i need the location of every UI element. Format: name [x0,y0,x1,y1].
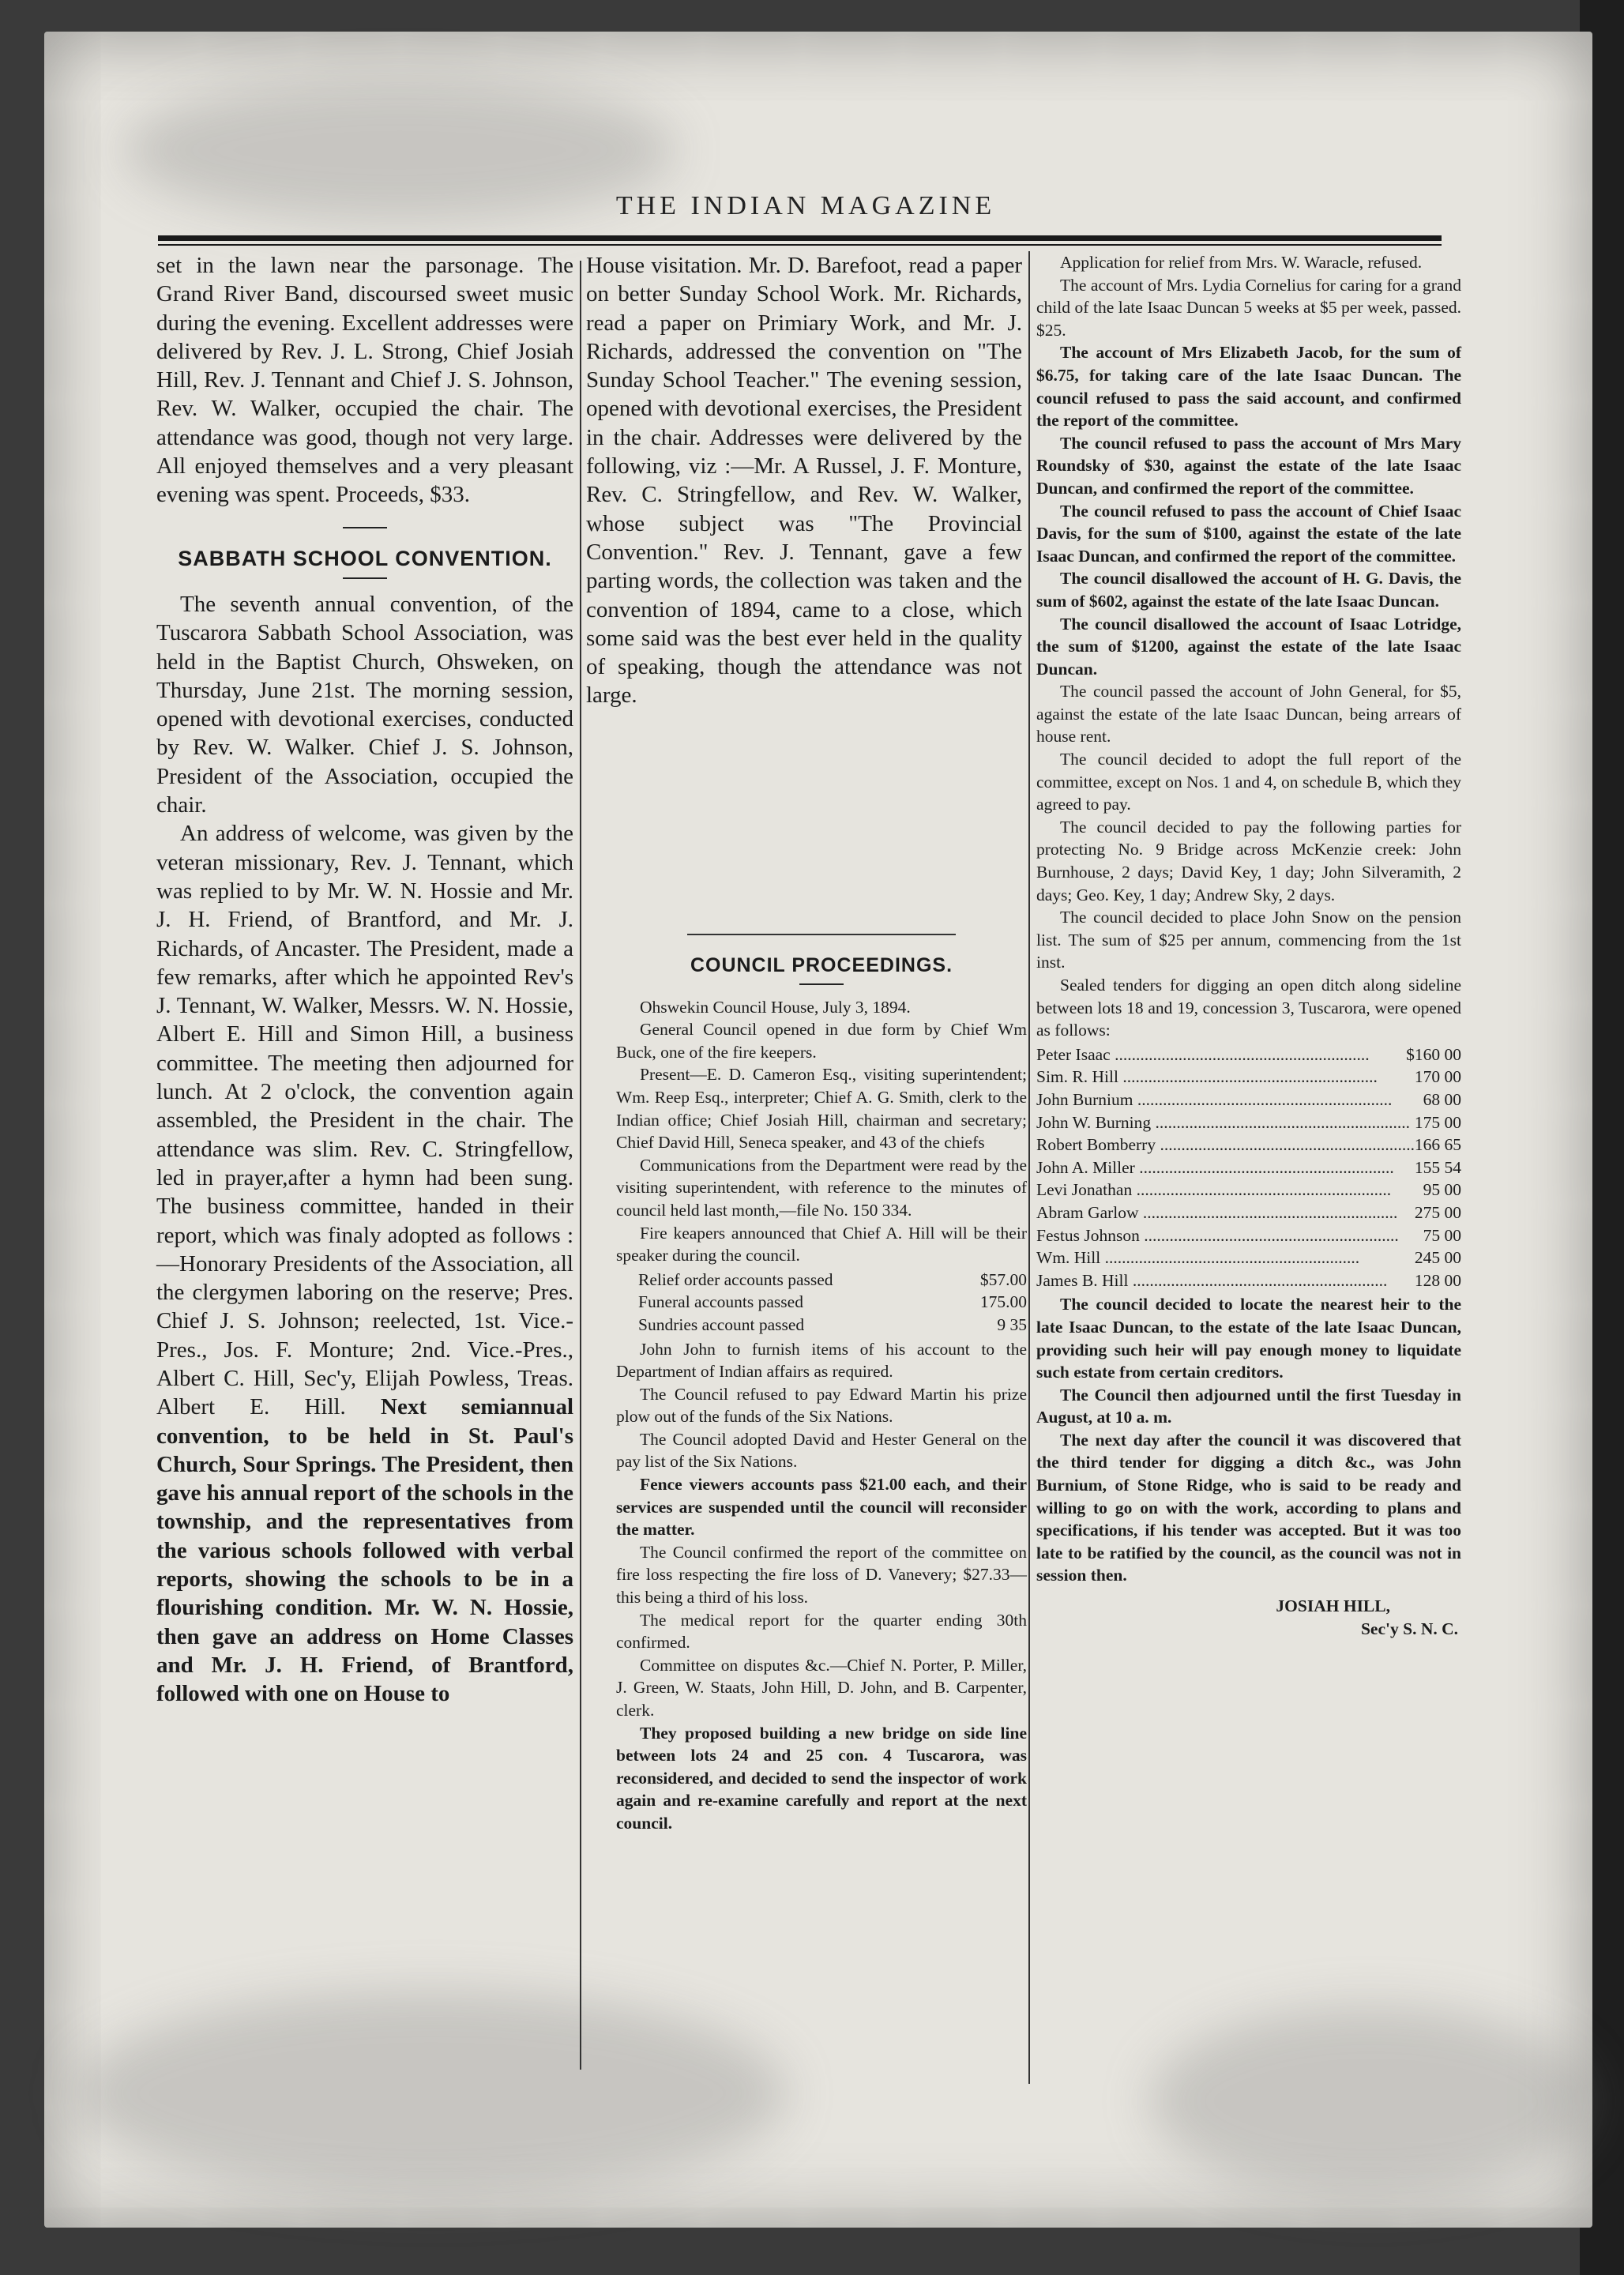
signature-name: JOSIAH HILL, [1276,1596,1390,1616]
paragraph: Fire keapers announced that Chief A. Hill will be their speaker during the council. [616,1223,1027,1265]
section-rule [343,527,387,528]
tender-row: Sim. R. Hill ............................................................ 170 00 [1036,1067,1461,1087]
paragraph: The council passed the account of John General, for $5, against the estate of the late Isaac Duncan, being arrears of house rent. [1036,682,1461,746]
column-divider-1 [580,261,581,2070]
masthead-rule [158,235,1442,241]
section-rule [687,934,956,935]
account-row: Funeral accounts passed 175.00 [638,1292,1027,1312]
tenders-table [1036,1043,1461,1292]
paragraph: Present—E. D. Cameron Esq., visiting superintendent; Wm. Reep Esq., interpreter; Chief A. G. Smith, clerk to the Indian office; Chief Josiah Hill, chairman and secretary; Chief David Hill, Seneca speaker, and 43 of the chiefs [616,1065,1027,1153]
paragraph: Application for relief from Mrs. W. Waracle, refused. [1060,253,1423,272]
section-heading: COUNCIL PROCEEDINGS. [690,954,953,976]
paragraph: The account of Mrs. Lydia Cornelius for caring for a grand child of the late Isaac Duncan 5 weeks at $5 per week, passed. $25. [1036,275,1461,340]
paragraph: The Council confirmed the report of the committee on fire loss respecting the fire loss of D. Vanevery; $27.33—this being a third of his loss. [616,1542,1027,1608]
paragraph: The council decided to place John Snow on the pension list. The sum of $25 per annum, commencing from the 1st inst. [1036,908,1461,972]
paragraph: They proposed building a new bridge on side line between lots 24 and 25 con. 4 Tuscarora, was reconsidered, and decided to send the inspector of work again and re-examine carefully and report at the next council. [616,1723,1027,1833]
tender-row: Peter Isaac ............................................................ $160 00 [1036,1044,1461,1064]
paragraph: The account of Mrs Elizabeth Jacob, for the sum of $6.75, for taking care of the late Isaac Duncan. The council refused to pass the said account, and confirmed the report of the committee. [1036,343,1461,431]
paragraph: The council decided to adopt the full report of the committee, except on Nos. 1 and 4, on schedule B, which they agreed to pay. [1036,750,1461,814]
section-rule [799,983,844,985]
section-heading: SABBATH SCHOOL CONVENTION. [178,546,552,570]
paragraph: The council disallowed the account of Isaac Lotridge, the sum of $1200, against the estate of the late Isaac Duncan. [1036,614,1461,679]
account-row: Sundries account passed 9 35 [638,1314,1027,1334]
paragraph: John John to furnish items of his account to the Department of Indian affairs as required. [616,1339,1027,1382]
tender-row: John W. Burning ............................................................ 175 00 [1036,1112,1461,1132]
paragraph: The next day after the council it was discovered that the third tender for digging a ditch &c., was John Burnium, of Stone Ridge, who is said to be ready and willing to go on with the work, according to plans and specifications, if his tender was accepted. But it was too late to be ratified by the council, as the council was not in session then. [1036,1430,1461,1585]
paragraph: Sealed tenders for digging an open ditch along sideline between lots 18 and 19, concession 3, Tuscarora, were opened as follows: [1036,976,1461,1040]
masthead-title: THE INDIAN MAGAZINE [615,191,996,220]
tender-row: John A. Miller ............................................................ 155 54 [1036,1157,1461,1177]
paragraph: The Council adopted David and Hester General on the pay list of the Six Nations. [616,1429,1027,1472]
paragraph: Committee on disputes &c.—Chief N. Porter, P. Miller, J. Green, W. Staats, John Hill, D. John, and B. Carpenter, clerk. [616,1655,1027,1720]
council-proceedings [616,934,1027,1835]
tender-row: Levi Jonathan ............................................................ 95 00 [1036,1180,1461,1200]
paragraph: Fence viewers accounts pass $21.00 each, and their services are suspended until the council will reconsider the matter. [616,1475,1027,1540]
column-1 [156,251,573,1709]
dateline: Ohswekin Council House, July 3, 1894. [640,997,911,1017]
column-divider-2 [1028,251,1030,2084]
paragraph: House visitation. Mr. D. Barefoot, read a paper on better Sunday School Work. Mr. Richards, read a paper on Primiary Work, and Mr. J. Richards, addressed the convention on "The Sunday School Teacher." The evening session, opened with devotional exercises, the President in the chair. Addresses were delivered by the following, viz :—Mr. A Russel, J. F. Monture, Rev. C. Stringfellow, and Rev. W. Walker, whose subject was "The Provincial Convention." Rev. J. Tennant, gave a few parting words, the collection was taken and the convention of 1894, came to a close, which some said was the best ever held in the quality of speaking, though the attendance was not large. [586,253,1022,709]
paragraph: The council decided to pay the following parties for protecting No. 9 Bridge across McKenzie creek: John Burnhouse, 2 days; David Key, 1 day; John Silveramith, 2 days; Geo. Key, 1 day; Andrew Sky, 2 days. [1036,817,1461,904]
paragraph: The council refused to pass the account of Chief Isaac Davis, for the sum of $100, against the estate of the late Isaac Duncan, and confirmed the report of the committee. [1036,501,1461,566]
paragraph: The council decided to locate the nearest heir to the late Isaac Duncan, to the estate of the late Isaac Duncan, providing such heir will pay enough money to liquidate such estate from certain creditors. [1036,1295,1461,1382]
paragraph: General Council opened in due form by Chief Wm Buck, one of the fire keepers. [616,1020,1027,1062]
signature-title: Sec'y S. N. C. [1360,1619,1458,1638]
paragraph: The council disallowed the account of H. G. Davis, the sum of $602, against the estate of the late Isaac Duncan. [1036,569,1461,611]
paragraph: The medical report for the quarter ending 30th confirmed. [616,1610,1027,1653]
tender-row: James B. Hill ............................................................ 128 00 [1036,1270,1461,1290]
tender-row: Wm. Hill ............................................................ 245 00 [1036,1248,1461,1268]
paragraph: The Council refused to pay Edward Martin his prize plow out of the funds of the Six Nations. [616,1384,1027,1427]
tender-row: Abram Garlow ............................................................ 275 00 [1036,1202,1461,1222]
tender-row: Robert Bomberry ............................................................ 166 65 [1036,1135,1461,1155]
paragraph: The Council then adjourned until the first Tuesday in August, at 10 a. m. [1036,1385,1461,1427]
accounts-table [638,1269,1027,1337]
masthead-rule-thin [158,244,1442,246]
column-3 [1036,251,1461,1640]
paragraph: An address of welcome, was given by the veteran missionary, Rev. J. Tennant, which was replied to by Mr. W. N. Hossie and Mr. J. H. Friend, of Brantford, and Mr. J. Richards, of Ancaster. The President, made a few remarks, after which he appointed Rev's J. Tennant, W. Walker, Messrs. W. N. Hossie, Albert E. Hill and Simon Hill, a business committee. The meeting then adjourned for lunch. At 2 o'clock, the convention again assembled, the President in the chair. The attendance was slim. Rev. C. Stringfellow, led in prayer,after a hymn had been sung. The business committee, handed in their report, which was finaly adopted as follows :—Honorary Presidents of the Association, all the clergymen laboring on the reserve; Pres. Chief J. S. Johnson; reelected, 1st. Vice.-Pres., Jos. F. Monture; 2nd. Vice.-Pres., Albert C. Hill, Sec'y, Elijah Powless, Treas. Albert E. Hill. Next semiannual convention, to be held in St. Paul's Church, Sour Springs. The President, then gave his annual report of the schools in the township, and the representatives from the various schools followed with verbal reports, showing the schools to be in a flourishing condition. Mr. W. N. Hossie, then gave an address on Home Classes and Mr. J. H. Friend, of Brantford, followed with one on House to [156,821,573,1707]
paragraph: set in the lawn near the parsonage. The Grand River Band, discoursed sweet music during the evening. Excellent addresses were delivered by Rev. J. L. Strong, Chief Josiah Hill, Rev. J. Tennant and Chief J. S. Johnson, Rev. W. Walker, occupied the chair. The attendance was good, though not very large. All enjoyed themselves and a very pleasant evening was spent. Proceeds, $33. [156,253,573,508]
paragraph: Communications from the Department were read by the visiting superintendent, with reference to the minutes of council held last month,—file No. 150 334. [616,1155,1027,1220]
paragraph: The council refused to pass the account of Mrs Mary Roundsky of $30, against the estate of the late Isaac Duncan, and confirmed the report of the committee. [1036,433,1461,498]
section-rule [343,577,387,579]
paragraph: The seventh annual convention, of the Tuscarora Sabbath School Association, was held in the Baptist Church, Ohsweken, on Thursday, June 21st. The morning session, opened with devotional exercises, conducted by Rev. W. Walker. Chief J. S. Johnson, President of the Association, occupied the chair. [156,591,573,818]
tender-row: Festus Johnson ............................................................ 75 00 [1036,1225,1461,1245]
tender-row: John Burnium ............................................................ 68 00 [1036,1089,1461,1109]
account-row: Relief order accounts passed $57.00 [638,1269,1027,1289]
column-2 [586,251,1022,710]
